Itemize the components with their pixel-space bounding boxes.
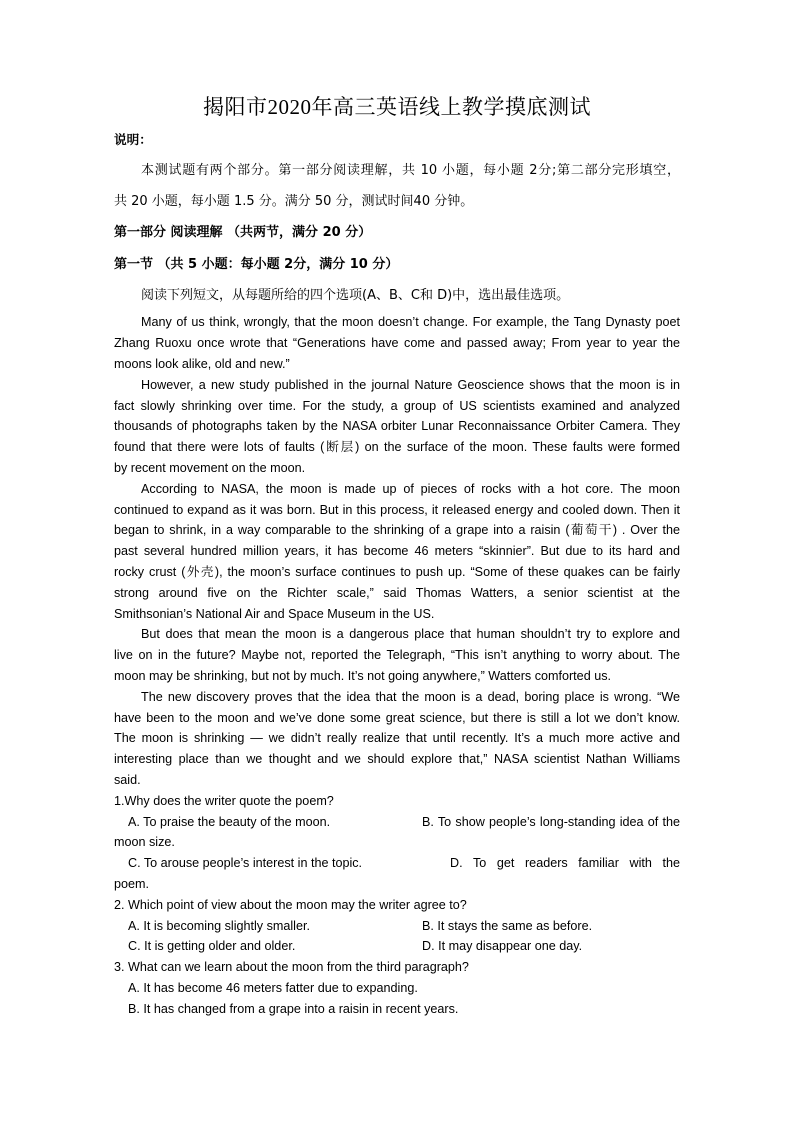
question-1-option-b: B. To show people’s long-standing idea of the: [422, 815, 680, 829]
question-1-options-cd: [128, 855, 680, 871]
question-2-options-ab: [128, 918, 680, 934]
section1-direction: 阅读下列短文，从每题所给的四个选项(A、B、C和 D)中，选出最佳选项。: [141, 288, 570, 303]
question-1-option-d: D. To get readers familiar with the: [450, 856, 680, 870]
passage-line: However, a new study published in the journal Nature Geoscience shows that the moon is in: [141, 378, 680, 392]
question-3-stem: 3. What can we learn about the moon from the third paragraph?: [114, 960, 469, 974]
passage-line: found that there were lots of faults (断层) on the surface of the moon. These faults were formed: [114, 440, 680, 454]
question-3-option-b: B. It has changed from a grape into a raisin in recent years.: [128, 1002, 459, 1016]
question-1-option-d-cont: poem.: [114, 877, 150, 891]
question-1-option-b-cont: moon size.: [114, 835, 175, 849]
passage-line: Zhang Ruoxu once wrote that “Generations have come and passed away; From year to year the: [114, 336, 680, 350]
exam-title: 揭阳市2020年高三英语线上教学摸底测试: [203, 95, 591, 119]
passage-line: have been to the moon and we’ve done some great science, but there is still a lot we don’t know.: [114, 711, 680, 725]
passage-line: continued to expand as it was born. But in this process, it released energy and cooled down. Then it: [114, 503, 680, 517]
passage-line: moons look alike, old and new.”: [114, 357, 290, 371]
section1-heading: 第一节 （共 5 小题：每小题 2分，满分 10 分）: [114, 257, 399, 272]
passage-line: moon may be shrinking, but not by much. It’s not going anywhere,” Watters comforted us.: [114, 669, 611, 683]
instructions-line-2: 共 20 小题，每小题 1.5 分。满分 50 分，测试时间40 分钟。: [114, 194, 474, 209]
question-1-option-a: A. To praise the beauty of the moon.: [128, 815, 331, 829]
passage-line: said.: [114, 773, 141, 787]
passage-line: thousands of photographs taken by the NASA orbiter Lunar Reconnaissance Orbiter Camera. They: [114, 419, 680, 433]
question-2-option-b: B. It stays the same as before.: [422, 919, 593, 933]
question-2-option-c: C. It is getting older and older.: [128, 939, 296, 953]
question-2-option-a: A. It is becoming slightly smaller.: [128, 919, 310, 933]
instructions-label: 说明：: [114, 133, 152, 147]
passage-line: But does that mean the moon is a dangerous place that human shouldn’t try to explore and: [141, 627, 680, 641]
question-2-options-cd: [128, 938, 680, 954]
passage-line: strong around five on the Richter scale,” said Thomas Watters, a senior scientist at the: [114, 586, 680, 600]
question-1-options-ab: [128, 814, 680, 830]
passage-line: Smithsonian’s National Air and Space Museum in the US.: [114, 607, 435, 621]
passage-line: live on in the future? Maybe not, reported the Telegraph, “This isn’t anything to worry about. The: [114, 648, 680, 662]
question-2-option-d: D. It may disappear one day.: [422, 939, 583, 953]
passage-line: interesting place than we thought and we should explore that,” NASA scientist Nathan Williams: [114, 752, 680, 766]
question-1-option-c: C. To arouse people’s interest in the topic.: [128, 856, 363, 870]
passage-line: by recent movement on the moon.: [114, 461, 306, 475]
question-1-stem: 1.Why does the writer quote the poem?: [114, 794, 334, 808]
question-3-option-a: A. It has become 46 meters fatter due to expanding.: [128, 981, 418, 995]
passage-line: Many of us think, wrongly, that the moon doesn’t change. For example, the Tang Dynasty poet: [141, 315, 680, 329]
passage-line: began to shrink, in a way comparable to the shrinking of a grape into a raisin (葡萄干) . Over the: [114, 523, 680, 537]
passage-line: past several hundred million years, it has become 46 meters “skinnier”. But due to its hard and: [114, 544, 680, 558]
passage-line: According to NASA, the moon is made up of pieces of rocks with a hot core. The moon: [141, 482, 680, 496]
passage-line: rocky crust (外壳), the moon’s surface continues to push up. “Some of these quakes can be fairly: [114, 565, 680, 579]
instructions-line-1: 本测试题有两个部分。第一部分阅读理解，共 10 小题，每小题 2分;第二部分完形填空，: [141, 163, 680, 178]
part1-heading: 第一部分 阅读理解 （共两节，满分 20 分）: [114, 225, 372, 240]
question-2-stem: 2. Which point of view about the moon may the writer agree to?: [114, 898, 467, 912]
passage-line: The moon is shrinking — we didn’t really realize that until recently. It’s a much more active and: [114, 731, 680, 745]
passage-line: fact slowly shrinking over time. For the study, a group of US scientists examined and analyzed: [114, 399, 680, 413]
passage-line: The new discovery proves that the idea that the moon is a dead, boring place is wrong. “We: [141, 690, 680, 704]
